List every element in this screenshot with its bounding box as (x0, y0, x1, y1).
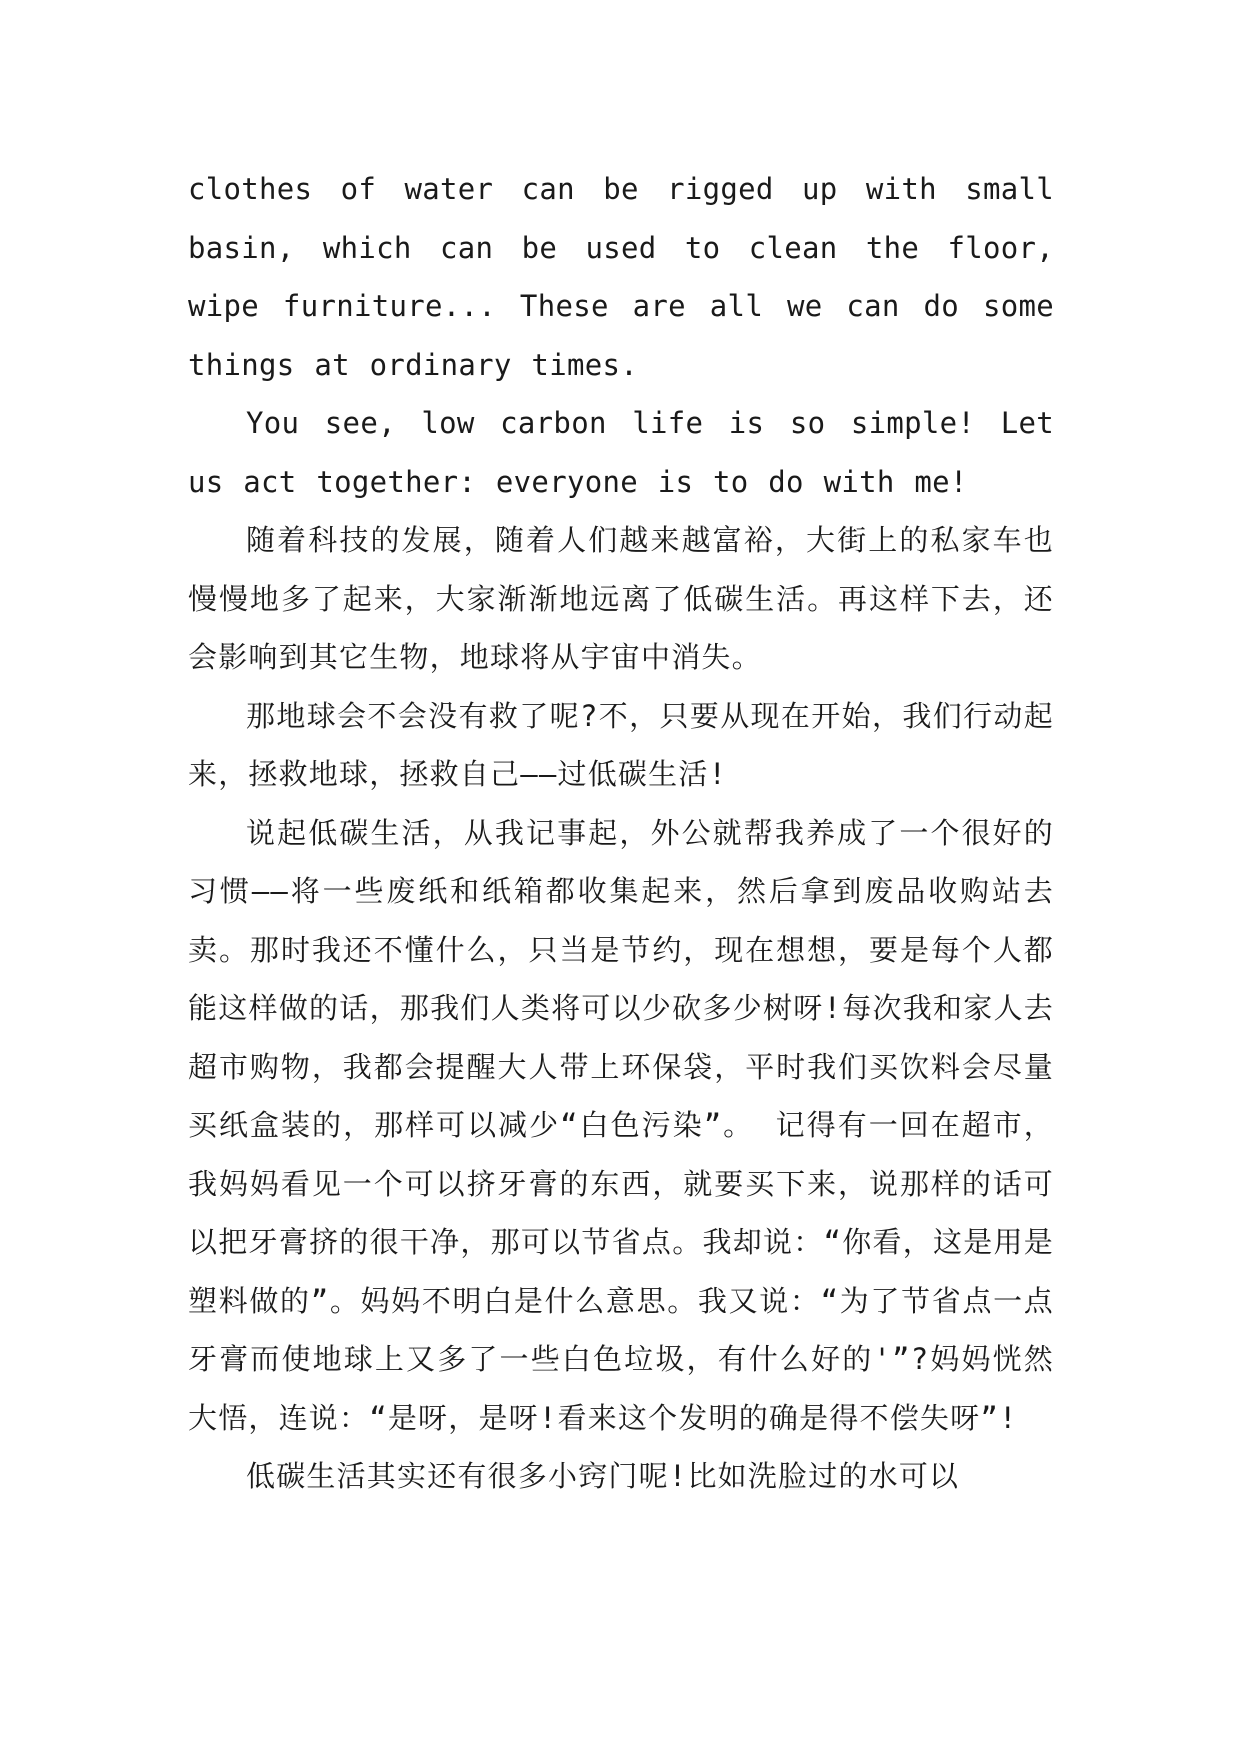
paragraph-5: 说起低碳生活，从我记事起，外公就帮我养成了一个很好的习惯——将一些废纸和纸箱都收集起来，然后拿到废品收购站去卖。那时我还不懂什么，只当是节约，现在想想，要是每个人都能这样做的话，那我们人类将可以少砍多少树呀!每次我和家人去超市购物，我都会提醒大人带上环保袋，平时我们买饮料会尽量买纸盒装的，那样可以减少“白色污染”。 记得有一回在超市，我妈妈看见一个可以挤牙膏的东西，就要买下来，说那样的话可以把牙膏挤的很干净，那可以节省点。我却说：“你看，这是用是塑料做的”。妈妈不明白是什么意思。我又说：“为了节省点一点牙膏而使地球上又多了一些白色垃圾，有什么好的'”?妈妈恍然大悟，连说：“是呀，是呀!看来这个发明的确是得不偿失呀”! (188, 815, 1054, 1435)
paragraph-2: You see, low carbon life is so simple! Let us act together: everyone is to do with me! (188, 406, 1054, 499)
paragraph-3: 随着科技的发展，随着人们越来越富裕，大街上的私家车也慢慢地多了起来，大家渐渐地远离了低碳生活。再这样下去，还会影响到其它生物，地球将从宇宙中消失。 (188, 523, 1054, 674)
document-body (188, 160, 1054, 1506)
paragraph-4: 那地球会不会没有救了呢?不，只要从现在开始，我们行动起来，拯救地球，拯救自己——过低碳生活! (188, 698, 1054, 791)
paragraph-1: clothes of water can be rigged up with small basin, which can be used to clean the floor, wipe furniture... These are all we can do some things at ordinary times. (188, 172, 1054, 382)
paragraph-6: 低碳生活其实还有很多小窍门呢!比如洗脸过的水可以 (246, 1459, 960, 1493)
